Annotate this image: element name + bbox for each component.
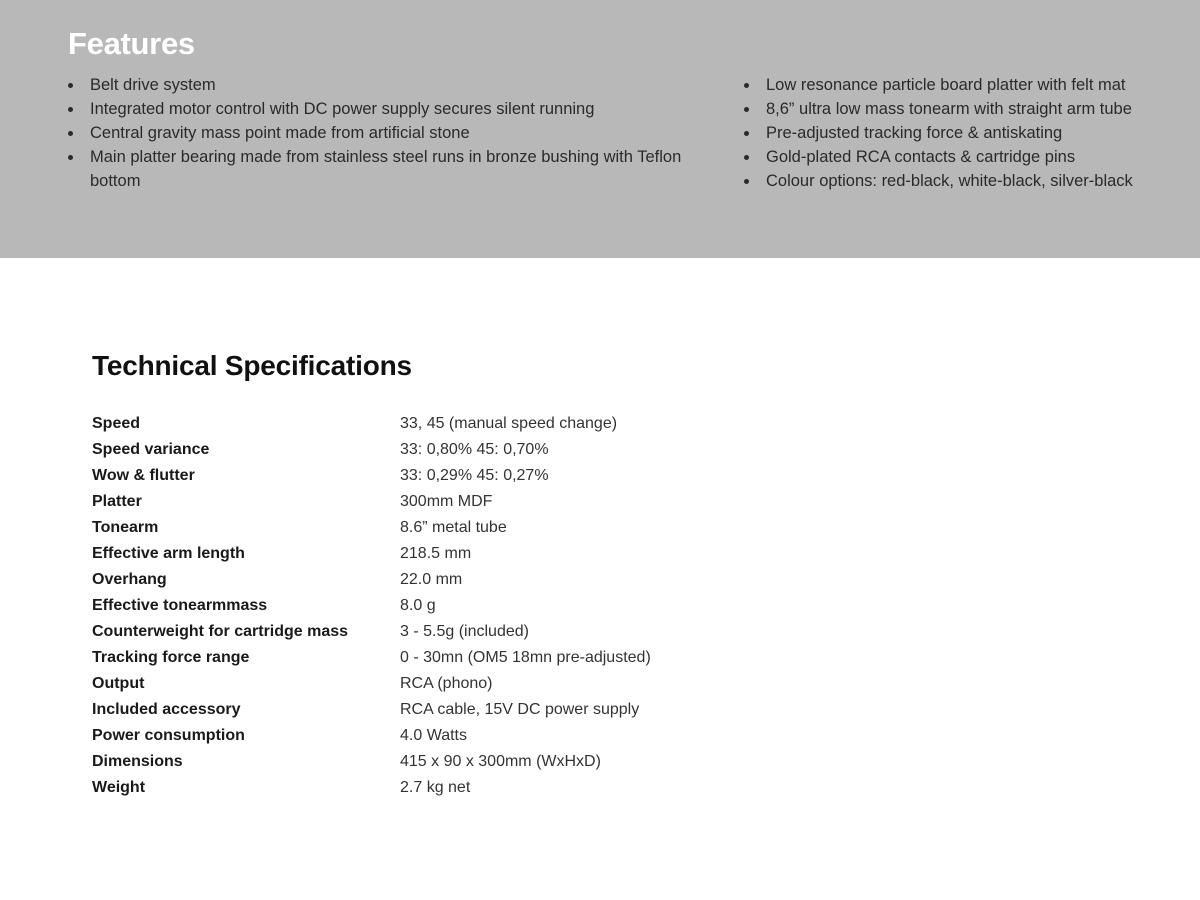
spec-row [92, 619, 651, 645]
bullet-icon [744, 155, 749, 160]
spec-label: Overhang [92, 571, 167, 588]
bullet-icon [744, 107, 749, 112]
feature-text: Belt drive system [90, 76, 216, 94]
feature-text: Main platter bearing made from stainless steel runs in bronze bushing with Teflon bottom [90, 148, 682, 190]
feature-text: Low resonance particle board platter with felt mat [766, 76, 1126, 94]
spec-row [92, 541, 651, 567]
bullet-icon [744, 83, 749, 88]
spec-label: Effective arm length [92, 545, 245, 562]
spec-value: 33: 0,80% 45: 0,70% [400, 441, 549, 458]
feature-item [68, 121, 688, 145]
features-list-left [68, 73, 688, 193]
bullet-icon [68, 83, 73, 88]
spec-row [92, 645, 651, 671]
features-section [0, 0, 1200, 258]
spec-value: 22.0 mm [400, 571, 463, 588]
features-list-right [744, 73, 1184, 193]
feature-text: Pre-adjusted tracking force & antiskating [766, 124, 1063, 142]
spec-label: Platter [92, 493, 142, 510]
spec-value: RCA cable, 15V DC power supply [400, 701, 640, 718]
spec-label: Effective tonearmmass [92, 597, 268, 614]
spec-value: 415 x 90 x 300mm (WxHxD) [400, 753, 601, 770]
spec-label: Power consumption [92, 727, 245, 744]
bullet-icon [744, 131, 749, 136]
feature-text: Central gravity mass point made from artificial stone [90, 124, 470, 142]
spec-row [92, 515, 651, 541]
spec-label: Weight [92, 779, 146, 796]
feature-item [68, 97, 688, 121]
feature-item [744, 97, 1184, 121]
spec-label: Tracking force range [92, 649, 250, 666]
spec-label: Included accessory [92, 701, 241, 718]
feature-text: Integrated motor control with DC power supply secures silent running [90, 100, 595, 118]
spec-label: Counterweight for cartridge mass [92, 623, 349, 640]
spec-row [92, 567, 651, 593]
specs-table [92, 411, 651, 801]
feature-item [744, 73, 1184, 97]
spec-row [92, 437, 651, 463]
bullet-icon [744, 179, 749, 184]
feature-text: 8,6” ultra low mass tonearm with straight arm tube [766, 100, 1132, 118]
spec-label: Tonearm [92, 519, 159, 536]
feature-item [744, 169, 1184, 193]
spec-row [92, 489, 651, 515]
feature-item [68, 145, 688, 193]
spec-row [92, 463, 651, 489]
spec-value: 8.0 g [400, 597, 436, 614]
spec-value: 8.6” metal tube [400, 519, 507, 536]
spec-value: RCA (phono) [400, 675, 493, 692]
spec-row [92, 411, 651, 437]
spec-label: Speed [92, 415, 141, 432]
spec-value: 33: 0,29% 45: 0,27% [400, 467, 549, 484]
feature-text: Gold-plated RCA contacts & cartridge pins [766, 148, 1076, 166]
spec-value: 33, 45 (manual speed change) [400, 415, 618, 432]
spec-row [92, 671, 651, 697]
bullet-icon [68, 131, 73, 136]
spec-label: Speed variance [92, 441, 210, 458]
spec-value: 218.5 mm [400, 545, 472, 562]
bullet-icon [68, 155, 73, 160]
spec-value: 300mm MDF [400, 493, 493, 510]
spec-row [92, 697, 651, 723]
spec-row [92, 723, 651, 749]
specs-title: Technical Specifications [92, 350, 412, 381]
spec-row [92, 593, 651, 619]
spec-value: 3 - 5.5g (included) [400, 623, 529, 640]
spec-label: Dimensions [92, 753, 183, 770]
feature-text: Colour options: red-black, white-black, silver-black [766, 172, 1133, 190]
bullet-icon [68, 107, 73, 112]
spec-label: Wow & flutter [92, 467, 195, 484]
spec-value: 4.0 Watts [400, 727, 467, 744]
feature-item [68, 73, 688, 97]
spec-value: 2.7 kg net [400, 779, 471, 796]
feature-item [744, 145, 1184, 169]
spec-label: Output [92, 675, 145, 692]
spec-row [92, 775, 651, 801]
spec-value: 0 - 30mn (OM5 18mn pre-adjusted) [400, 649, 651, 666]
features-title: Features [68, 26, 195, 61]
spec-row [92, 749, 651, 775]
feature-item [744, 121, 1184, 145]
